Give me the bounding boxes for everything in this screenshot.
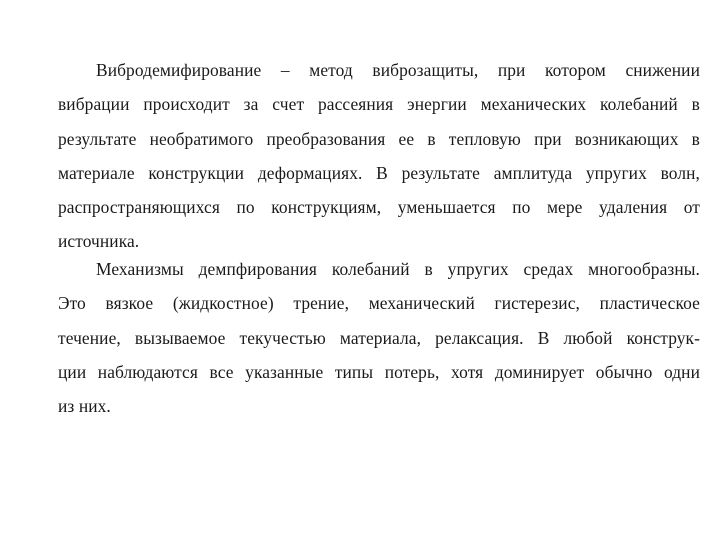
paragraph-damping-mechanisms <box>58 252 700 423</box>
paragraph-vibration-damping <box>58 53 700 259</box>
text-line: из них. <box>58 396 111 417</box>
text-line: материале конструкции деформациях. В результате амплитуда упругих волн, <box>58 162 700 183</box>
text-line: Вибродемифирование – метод виброзащиты, при котором снижении <box>96 60 700 80</box>
text-line: Механизмы демпфирования колебаний в упругих средах многообразны. <box>96 259 700 279</box>
text-line: результате необратимого преобразования ее в тепловую при возникающих в <box>58 128 700 149</box>
text-line: ции наблюдаются все указанные типы потерь, хотя доминирует обычно одни <box>58 361 700 382</box>
text-line: Это вязкое (жидкостное) трение, механический гистерезис, пластическое <box>58 293 700 314</box>
text-line: вибрации происходит за счет рассеяния энергии механических колебаний в <box>58 94 700 115</box>
text-line: источника. <box>58 231 140 252</box>
text-line: распространяющихся по конструкциям, уменьшается по мере удаления от <box>58 197 700 218</box>
text-line: течение, вызываемое текучестью материала, релаксация. В любой конструк- <box>58 327 700 348</box>
